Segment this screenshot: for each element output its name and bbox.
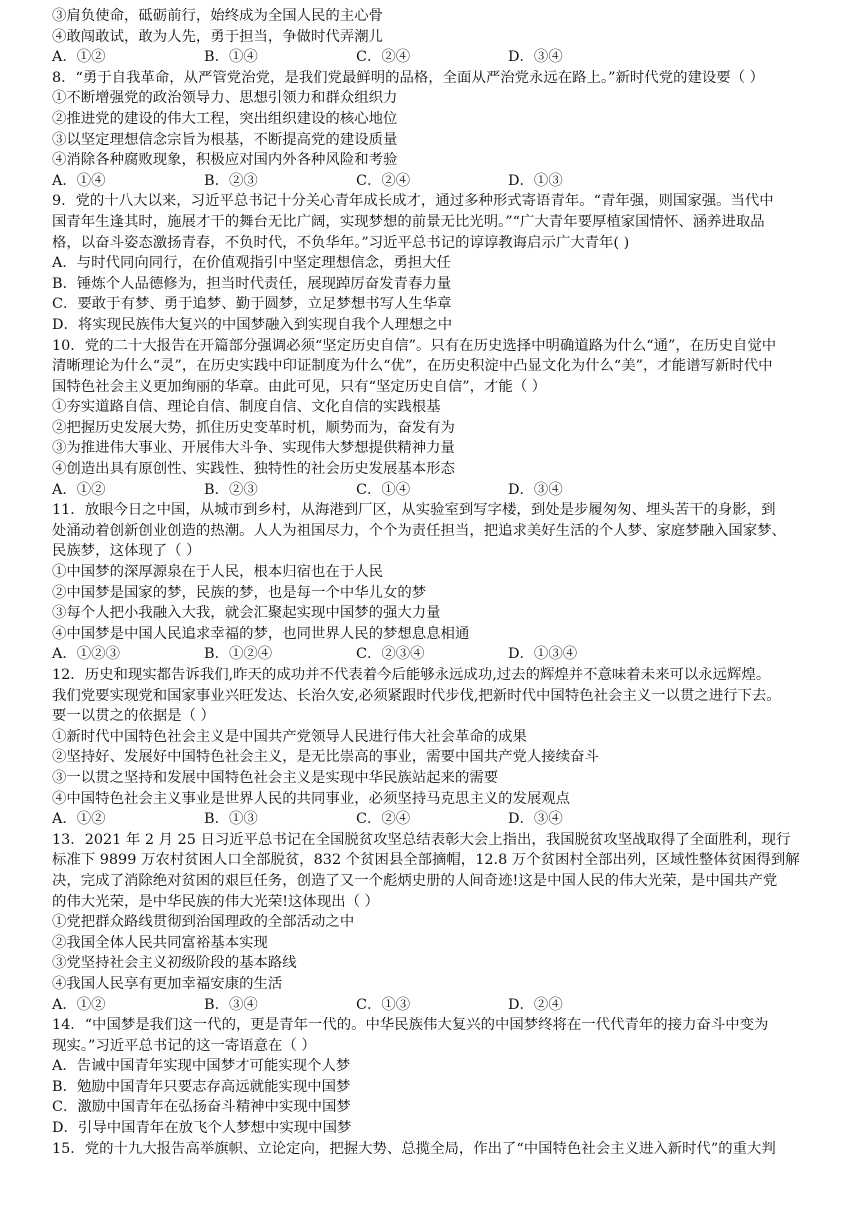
question-stem: 格，以奋斗姿态激扬青春，不负时代，不负华年。”习近平总书记的谆谆教诲启示广大青年( ) <box>52 234 630 251</box>
answer-options <box>52 171 820 192</box>
answer-options <box>52 809 820 830</box>
question-9 <box>52 191 820 335</box>
choice-line: ①新时代中国特色社会主义是中国共产党领导人民进行伟大社会革命的成果 <box>52 728 527 745</box>
choice-line: ②把握历史发展大势，抓住历史变革时机，顺势而为，奋发有为 <box>52 419 455 436</box>
question-15 <box>52 1139 820 1160</box>
choice-line: ④消除各种腐败现象，积极应对国内外各种风险和考验 <box>52 152 398 169</box>
question-stem: 现实。”习近平总书记的这一寄语意在（ ） <box>52 1037 316 1054</box>
question-8 <box>52 68 820 192</box>
answer-options <box>52 480 820 501</box>
question-stem: 12．历史和现实都告诉我们,昨天的成功并不代表着今后能够永远成功,过去的辉煌并不意味着未来可以永远辉煌。 <box>52 667 771 683</box>
option-d: D．①③ <box>508 172 563 189</box>
option-a: A．与时代同向同行，在价值观指引中坚定理想信念，勇担大任 <box>52 255 451 272</box>
choice-line: ②坚持好、发展好中国特色社会主义，是无比崇高的事业，需要中国共产党人接续奋斗 <box>52 749 599 766</box>
question-stem: 11．放眼今日之中国，从城市到乡村，从海港到厂区，从实验室到写字楼，到处是步履匆匆、埋头苦干的身影，到 <box>52 502 776 519</box>
choice-line: ④敢闯敢试，敢为人先，勇于担当，争做时代弄潮儿 <box>52 28 383 45</box>
option-b: B．②③ <box>204 481 258 498</box>
option-a: A．①② <box>52 481 106 498</box>
choice-line: ③党坚持社会主义初级阶段的基本路线 <box>52 955 297 972</box>
choice-line: ③为推进伟大事业、开展伟大斗争、实现伟大梦想提供精神力量 <box>52 440 455 457</box>
question-stem: 8．“勇于自我革命，从严管党治党，是我们党最鲜明的品格，全面从严治党永远在路上。”新时代党的建设要（ ） <box>52 69 764 86</box>
choice-line: ①不断增强党的政治领导力、思想引领力和群众组织力 <box>52 90 398 107</box>
option-c: C．①④ <box>356 481 411 498</box>
choice-line: ③每个人把小我融入大我，就会汇聚起实现中国梦的强大力量 <box>52 605 441 622</box>
option-c: C．②④ <box>356 172 411 189</box>
option-a: A．①② <box>52 996 106 1013</box>
choice-line: ①夯实道路自信、理论自信、制度自信、文化自信的实践根基 <box>52 399 441 416</box>
question-stem: 民族梦，这体现了（ ） <box>52 543 201 560</box>
option-c: C．②④ <box>356 811 411 828</box>
option-a: A．告诫中国青年实现中国梦才可能实现个人梦 <box>52 1058 351 1075</box>
option-d: D．①③④ <box>508 646 578 663</box>
choice-line: ③一以贯之坚持和发展中国特色社会主义是实现中华民族站起来的需要 <box>52 769 499 786</box>
question-stem: 国青年生逢其时，施展才干的舞台无比广阔，实现梦想的前景无比光明。”“广大青年要厚植家国情怀、涵养进取品 <box>52 213 765 230</box>
option-b: B．①③ <box>204 811 258 828</box>
option-a: A．①②③ <box>52 646 120 663</box>
option-a: A．①④ <box>52 172 106 189</box>
option-d: D．③④ <box>508 811 563 828</box>
option-a: A．①② <box>52 49 106 66</box>
question-stem: 15．党的十九大报告高举旗帜、立论定向，把握大势、总揽全局，作出了“中国特色社会主义进入新时代”的重大判 <box>52 1140 776 1157</box>
choice-line: ④创造出具有原创性、实践性、独特性的社会历史发展基本形态 <box>52 461 455 478</box>
option-c: C．②④ <box>356 49 411 66</box>
option-b: B．勉励中国青年只要志存高远就能实现中国梦 <box>52 1078 351 1095</box>
option-c: C．激励中国青年在弘扬奋斗精神中实现中国梦 <box>52 1099 351 1116</box>
question-stem: 标准下 9899 万农村贫困人口全部脱贫，832 个贫困县全部摘帽，12.8 万个贫困村全部出列，区域性整体贫困得到解 <box>52 852 800 869</box>
choice-line: ③肩负使命，砥砺前行，始终成为全国人民的主心骨 <box>52 8 383 24</box>
choice-line: ②我国全体人民共同富裕基本实现 <box>52 934 268 951</box>
question-stem: 的伟大光荣，是中华民族的伟大光荣!这体现出（ ） <box>52 893 379 910</box>
choice-line: ④中国梦是中国人民追求幸福的梦，也同世界人民的梦想息息相通 <box>52 625 470 642</box>
option-d: D．②④ <box>508 996 563 1013</box>
question-14 <box>52 1015 820 1139</box>
question-stem: 我们党要实现党和国家事业兴旺发达、长治久安,必须紧跟时代步伐,把新时代中国特色社会主义一以贯之进行下去。 <box>52 687 781 704</box>
option-c: C．①③ <box>356 996 411 1013</box>
question-stem: 9．党的十八大以来，习近平总书记十分关心青年成长成才，通过多种形式寄语青年。“青年强，则国家强。当代中 <box>52 193 774 210</box>
question-11 <box>52 500 820 665</box>
option-d: D．将实现民族伟大复兴的中国梦融入到实现自我个人理想之中 <box>52 316 453 333</box>
choice-line: ④我国人民享有更加幸福安康的生活 <box>52 975 283 992</box>
question-12 <box>52 665 820 830</box>
choice-line: ②中国梦是国家的梦，民族的梦，也是每一个中华儿女的梦 <box>52 584 427 601</box>
option-d: D．引导中国青年在放飞个人梦想中实现中国梦 <box>52 1120 352 1137</box>
answer-options <box>52 47 820 68</box>
choice-line: ③以坚定理想信念宗旨为根基，不断提高党的建设质量 <box>52 131 398 148</box>
answer-options <box>52 995 820 1016</box>
option-d: D．③④ <box>508 481 563 498</box>
option-a: A．①② <box>52 811 106 828</box>
question-stem: 10．党的二十大报告在开篇部分强调必须“坚定历史自信”。只有在历史选择中明确道路为什么“通”，在历史自觉中 <box>52 337 777 354</box>
option-c: C．②③④ <box>356 646 425 663</box>
question-13 <box>52 830 820 1015</box>
option-b: B．锤炼个人品德修为，担当时代责任，展现踔厉奋发青春力量 <box>52 275 452 292</box>
choice-line: ①党把群众路线贯彻到治国理政的全部活动之中 <box>52 914 355 931</box>
choice-line: ④中国特色社会主义事业是世界人民的共同事业，必须坚持马克思主义的发展观点 <box>52 790 571 807</box>
option-b: B．②③ <box>204 172 258 189</box>
q7-tail <box>52 6 820 68</box>
question-stem: 处涌动着创新创业创造的热潮。人人为祖国尽力，个个为责任担当，把追求美好生活的个人梦、家庭梦融入国家梦、 <box>52 522 786 539</box>
question-stem: 决，完成了消除绝对贫困的艰巨任务，创造了又一个彪炳史册的人间奇迹!这是中国人民的伟大光荣，是中国共产党 <box>52 872 778 889</box>
choice-line: ①中国梦的深厚源泉在于人民，根本归宿也在于人民 <box>52 564 383 581</box>
question-10 <box>52 336 820 501</box>
question-stem: 国特色社会主义更加绚丽的华章。由此可见，只有“坚定历史自信”，才能（ ） <box>52 378 547 395</box>
choice-line: ②推进党的建设的伟大工程，突出组织建设的核心地位 <box>52 110 398 127</box>
option-b: B．①②④ <box>204 646 273 663</box>
question-stem: 13．2021 年 2 月 25 日习近平总书记在全国脱贫攻坚总结表彰大会上指出，我国脱贫攻坚战取得了全面胜利，现行 <box>52 831 791 848</box>
question-stem: 清晰理论为什么“灵”，在历史实践中印证制度为什么“优”，在历史积淀中凸显文化为什么“美”，才能谱写新时代中 <box>52 358 773 375</box>
question-stem: 14．“中国梦是我们这一代的，更是青年一代的。中华民族伟大复兴的中国梦终将在一代代青年的接力奋斗中变为 <box>52 1017 769 1034</box>
option-c: C．要敢于有梦、勇于追梦、勤于圆梦，立足梦想书写人生华章 <box>52 296 452 313</box>
option-d: D．③④ <box>508 49 563 66</box>
option-b: B．①④ <box>204 49 258 66</box>
option-b: B．③④ <box>204 996 258 1013</box>
answer-options <box>52 644 820 665</box>
question-stem: 要一以贯之的依据是（ ） <box>52 708 215 725</box>
